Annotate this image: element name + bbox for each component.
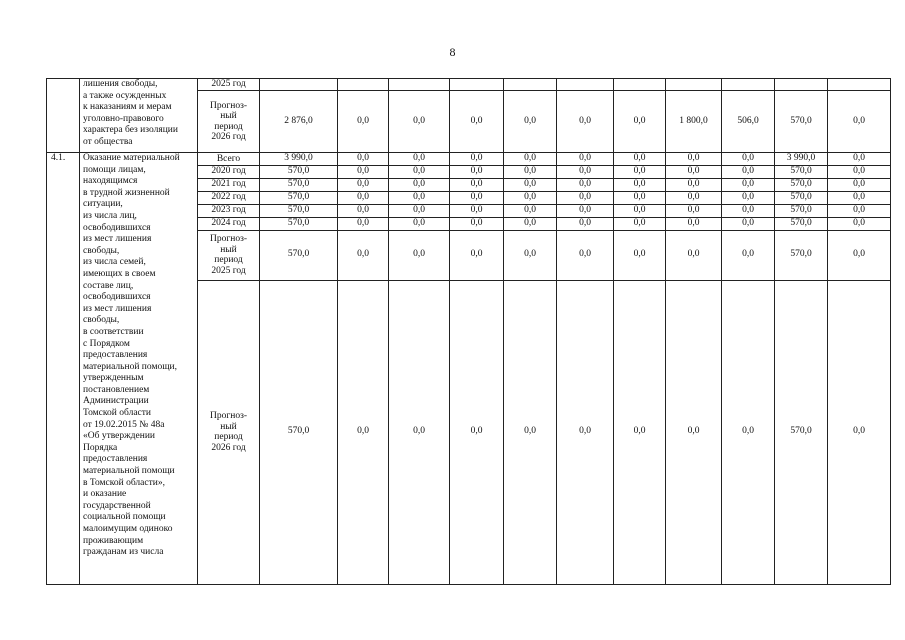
value-cell: 0,0 bbox=[338, 153, 389, 166]
value-cell: 570,0 bbox=[775, 280, 828, 584]
value-cell: 0,0 bbox=[828, 217, 891, 230]
measure-name bbox=[80, 153, 198, 585]
value-cell: 0,0 bbox=[450, 153, 504, 166]
value-cell: 0,0 bbox=[557, 178, 614, 191]
period-line: период bbox=[214, 432, 243, 443]
period-line: 2026 год bbox=[211, 442, 246, 453]
value-cell: 570,0 bbox=[260, 230, 338, 280]
table-row bbox=[47, 153, 891, 166]
period-line: Прогноз- bbox=[209, 100, 247, 111]
value-cell: 0,0 bbox=[389, 191, 450, 204]
value-cell: 0,0 bbox=[450, 178, 504, 191]
measure-name-line: предоставления bbox=[83, 350, 148, 361]
measure-name-line: из мест лишения bbox=[83, 234, 152, 245]
value-cell bbox=[775, 79, 828, 91]
measure-name-line: от общества bbox=[83, 136, 133, 147]
measure-name-line: Порядка bbox=[83, 442, 118, 453]
value-cell: 0,0 bbox=[666, 153, 722, 166]
period-line: ный bbox=[220, 111, 237, 122]
value-cell: 0,0 bbox=[389, 204, 450, 217]
value-cell bbox=[504, 79, 557, 91]
value-cell: 0,0 bbox=[450, 230, 504, 280]
measure-name-line: уголовно-правового bbox=[83, 113, 164, 124]
page-number: 8 bbox=[449, 45, 456, 59]
period-cell bbox=[198, 91, 260, 153]
measure-name-line: от 19.02.2015 № 48а bbox=[83, 419, 165, 430]
value-cell: 0,0 bbox=[828, 191, 891, 204]
value-cell bbox=[557, 79, 614, 91]
value-cell bbox=[389, 79, 450, 91]
period-line: Прогноз- bbox=[209, 234, 247, 245]
value-cell: 0,0 bbox=[389, 165, 450, 178]
value-cell: 0,0 bbox=[722, 178, 775, 191]
value-cell: 0,0 bbox=[666, 178, 722, 191]
period-line: Прогноз- bbox=[209, 411, 247, 422]
value-cell: 570,0 bbox=[775, 217, 828, 230]
value-cell: 0,0 bbox=[389, 153, 450, 166]
value-cell: 0,0 bbox=[666, 280, 722, 584]
value-cell: 0,0 bbox=[828, 230, 891, 280]
value-cell: 0,0 bbox=[504, 153, 557, 166]
value-cell: 0,0 bbox=[504, 91, 557, 153]
value-cell: 0,0 bbox=[338, 91, 389, 153]
measure-name-line: освободившихся bbox=[83, 222, 151, 233]
value-cell: 0,0 bbox=[450, 204, 504, 217]
table-row bbox=[47, 79, 891, 91]
period-cell bbox=[198, 178, 260, 191]
value-cell: 570,0 bbox=[260, 204, 338, 217]
measure-name-line: а также осужденных bbox=[83, 90, 167, 101]
measure-name-line: лишения свободы, bbox=[83, 79, 158, 89]
value-cell: 570,0 bbox=[260, 178, 338, 191]
measure-name-line: материальной помощи, bbox=[83, 361, 177, 372]
value-cell: 0,0 bbox=[614, 230, 666, 280]
value-cell: 0,0 bbox=[338, 204, 389, 217]
value-cell: 0,0 bbox=[504, 191, 557, 204]
value-cell: 0,0 bbox=[666, 217, 722, 230]
value-cell: 0,0 bbox=[557, 165, 614, 178]
measure-name-line: свободы, bbox=[83, 315, 120, 326]
period-cell bbox=[198, 280, 260, 584]
value-cell: 0,0 bbox=[828, 165, 891, 178]
measure-name-line: «Об утверждении bbox=[83, 431, 155, 442]
measure-name bbox=[80, 79, 198, 153]
measure-name-line: к наказаниям и мерам bbox=[83, 102, 172, 113]
value-cell: 0,0 bbox=[722, 153, 775, 166]
budget-table bbox=[46, 78, 891, 585]
value-cell: 0,0 bbox=[450, 217, 504, 230]
value-cell: 570,0 bbox=[775, 165, 828, 178]
value-cell: 570,0 bbox=[260, 191, 338, 204]
measure-name-line: из числа лиц, bbox=[83, 210, 137, 221]
value-cell: 0,0 bbox=[504, 178, 557, 191]
value-cell: 0,0 bbox=[389, 280, 450, 584]
value-cell: 0,0 bbox=[338, 191, 389, 204]
value-cell: 0,0 bbox=[504, 280, 557, 584]
period-line: 2025 год bbox=[211, 265, 246, 276]
value-cell: 0,0 bbox=[614, 178, 666, 191]
value-cell: 0,0 bbox=[557, 280, 614, 584]
value-cell: 0,0 bbox=[722, 191, 775, 204]
period-line: 2021 год bbox=[211, 179, 246, 190]
period-cell bbox=[198, 230, 260, 280]
value-cell: 0,0 bbox=[614, 165, 666, 178]
period-line: ный bbox=[220, 244, 237, 255]
value-cell: 0,0 bbox=[666, 230, 722, 280]
value-cell: 0,0 bbox=[614, 280, 666, 584]
value-cell: 570,0 bbox=[775, 204, 828, 217]
value-cell: 0,0 bbox=[828, 204, 891, 217]
value-cell: 506,0 bbox=[722, 91, 775, 153]
period-line: Всего bbox=[216, 153, 241, 164]
value-cell: 0,0 bbox=[557, 204, 614, 217]
period-cell bbox=[198, 204, 260, 217]
value-cell: 570,0 bbox=[775, 230, 828, 280]
period-line: 2025 год bbox=[211, 79, 246, 90]
value-cell: 0,0 bbox=[614, 91, 666, 153]
measure-name-line: из мест лишения bbox=[83, 303, 152, 314]
period-line: ный bbox=[220, 421, 237, 432]
period-line: 2023 год bbox=[211, 205, 246, 216]
value-cell: 0,0 bbox=[450, 91, 504, 153]
period-line: 2024 год bbox=[211, 218, 246, 229]
value-cell: 0,0 bbox=[504, 217, 557, 230]
measure-name-line: социальной помощи bbox=[83, 512, 166, 523]
value-cell: 0,0 bbox=[450, 280, 504, 584]
measure-name-line: с Порядком bbox=[83, 338, 130, 349]
value-cell: 0,0 bbox=[722, 230, 775, 280]
value-cell: 570,0 bbox=[260, 280, 338, 584]
measure-name-line: характера без изоляции bbox=[83, 125, 178, 136]
value-cell bbox=[666, 79, 722, 91]
value-cell: 0,0 bbox=[614, 217, 666, 230]
measure-name-line: из числа семей, bbox=[83, 257, 146, 268]
period-cell bbox=[198, 153, 260, 166]
value-cell: 0,0 bbox=[338, 217, 389, 230]
measure-name-line: материальной помощи bbox=[83, 466, 175, 477]
period-line: период bbox=[214, 121, 243, 132]
measure-name-line: малоимущим одиноко bbox=[83, 524, 173, 534]
measure-name-line: в трудной жизненной bbox=[83, 187, 170, 198]
measure-name-line: свободы, bbox=[83, 245, 120, 256]
value-cell: 570,0 bbox=[775, 178, 828, 191]
period-line: 2026 год bbox=[211, 131, 246, 142]
measure-name-line: Оказание материальной bbox=[83, 153, 180, 163]
value-cell: 0,0 bbox=[557, 153, 614, 166]
value-cell: 0,0 bbox=[722, 165, 775, 178]
value-cell: 0,0 bbox=[614, 204, 666, 217]
value-cell: 0,0 bbox=[666, 191, 722, 204]
value-cell: 3 990,0 bbox=[260, 153, 338, 166]
period-cell bbox=[198, 191, 260, 204]
value-cell: 0,0 bbox=[389, 91, 450, 153]
value-cell: 0,0 bbox=[504, 165, 557, 178]
measure-name-line: в соответствии bbox=[83, 326, 144, 337]
measure-name-line: Томской области bbox=[83, 408, 151, 419]
measure-name-line: помощи лицам, bbox=[83, 164, 146, 175]
period-line: 2022 год bbox=[211, 192, 246, 203]
period-cell bbox=[198, 217, 260, 230]
value-cell: 0,0 bbox=[450, 191, 504, 204]
value-cell: 0,0 bbox=[614, 153, 666, 166]
period-cell bbox=[198, 165, 260, 178]
value-cell: 0,0 bbox=[338, 230, 389, 280]
value-cell: 570,0 bbox=[260, 217, 338, 230]
value-cell: 0,0 bbox=[722, 280, 775, 584]
measure-name-line: предоставления bbox=[83, 454, 148, 465]
value-cell: 0,0 bbox=[828, 178, 891, 191]
period-cell bbox=[198, 79, 260, 91]
value-cell bbox=[450, 79, 504, 91]
value-cell: 0,0 bbox=[389, 178, 450, 191]
value-cell: 0,0 bbox=[338, 165, 389, 178]
value-cell bbox=[338, 79, 389, 91]
value-cell: 0,0 bbox=[557, 230, 614, 280]
value-cell: 0,0 bbox=[828, 280, 891, 584]
value-cell: 0,0 bbox=[557, 217, 614, 230]
measure-name-line: гражданам из числа bbox=[83, 547, 164, 558]
row-number: 4.1. bbox=[47, 153, 80, 585]
measure-name-line: и оказание bbox=[83, 489, 127, 500]
value-cell: 0,0 bbox=[504, 230, 557, 280]
measure-name-line: проживающим bbox=[83, 535, 144, 546]
value-cell: 0,0 bbox=[450, 165, 504, 178]
value-cell bbox=[260, 79, 338, 91]
value-cell: 0,0 bbox=[338, 178, 389, 191]
value-cell bbox=[722, 79, 775, 91]
measure-name-line: Администрации bbox=[83, 396, 149, 407]
measure-name-line: постановлением bbox=[83, 384, 150, 395]
value-cell: 0,0 bbox=[614, 191, 666, 204]
row-number bbox=[47, 79, 80, 153]
measure-name-line: находящимся bbox=[83, 176, 138, 187]
value-cell: 0,0 bbox=[389, 217, 450, 230]
value-cell: 0,0 bbox=[557, 91, 614, 153]
value-cell: 0,0 bbox=[722, 217, 775, 230]
value-cell: 1 800,0 bbox=[666, 91, 722, 153]
period-line: 2020 год bbox=[211, 166, 246, 177]
measure-name-line: составе лиц, bbox=[83, 280, 134, 291]
period-line: период bbox=[214, 255, 243, 266]
value-cell: 0,0 bbox=[338, 280, 389, 584]
measure-name-line: утвержденным bbox=[83, 373, 144, 384]
value-cell: 0,0 bbox=[828, 153, 891, 166]
measure-name-line: освободившихся bbox=[83, 292, 151, 303]
measure-name-line: имеющих в своем bbox=[83, 268, 156, 279]
value-cell: 0,0 bbox=[666, 165, 722, 178]
value-cell bbox=[828, 79, 891, 91]
value-cell: 0,0 bbox=[666, 204, 722, 217]
value-cell: 570,0 bbox=[260, 165, 338, 178]
value-cell bbox=[614, 79, 666, 91]
measure-name-line: в Томской области», bbox=[83, 477, 165, 488]
value-cell: 0,0 bbox=[557, 191, 614, 204]
value-cell: 0,0 bbox=[828, 91, 891, 153]
value-cell: 0,0 bbox=[722, 204, 775, 217]
value-cell: 2 876,0 bbox=[260, 91, 338, 153]
value-cell: 0,0 bbox=[389, 230, 450, 280]
value-cell: 570,0 bbox=[775, 191, 828, 204]
value-cell: 570,0 bbox=[775, 91, 828, 153]
measure-name-line: государственной bbox=[83, 500, 151, 511]
value-cell: 0,0 bbox=[504, 204, 557, 217]
measure-name-line: ситуации, bbox=[83, 199, 123, 210]
value-cell: 3 990,0 bbox=[775, 153, 828, 166]
